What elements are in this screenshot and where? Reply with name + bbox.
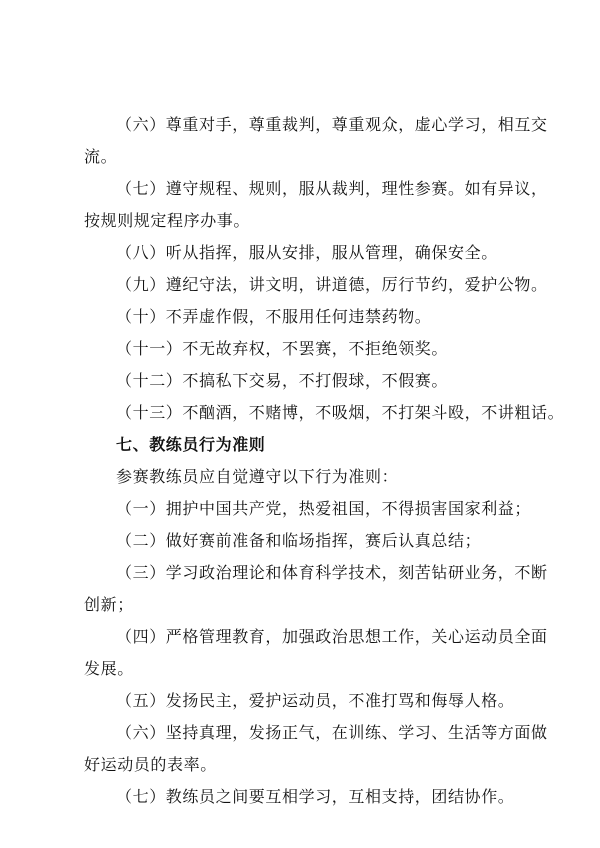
coach-item-4-line1: （四）严格管理教育，加强政治思想工作，关心运动员全面 [116, 627, 548, 646]
athlete-item-8: （八）听从指挥，服从安排，服从管理，确保安全。 [116, 243, 498, 262]
section-heading: 七、教练员行为准则 [116, 435, 266, 454]
athlete-item-12: （十二）不搞私下交易，不打假球，不假赛。 [116, 371, 449, 390]
coach-item-3-line2: 创新； [84, 595, 134, 614]
athlete-item-6-line2: 流。 [84, 147, 118, 166]
coach-item-6-line2: 好运动员的表率。 [84, 755, 217, 774]
coach-item-4-line2: 发展。 [84, 659, 134, 678]
athlete-item-11: （十一）不无故弃权，不罢赛，不拒绝领奖。 [116, 339, 449, 358]
athlete-item-7-line2: 按规则规定程序办事。 [84, 211, 251, 230]
coach-item-1: （一）拥护中国共产党，热爱祖国，不得损害国家利益； [116, 499, 532, 518]
athlete-item-9: （九）遵纪守法，讲文明，讲道德，厉行节约，爱护公物。 [116, 275, 548, 294]
coach-item-7: （七）教练员之间要互相学习，互相支持，团结协作。 [116, 787, 515, 806]
athlete-item-7-line1: （七）遵守规程、规则，服从裁判，理性参赛。如有异议， [116, 179, 548, 198]
coach-item-5: （五）发扬民主，爱护运动员，不准打骂和侮辱人格。 [116, 691, 515, 710]
coach-item-3-line1: （三）学习政治理论和体育科学技术，刻苦钻研业务，不断 [116, 563, 548, 582]
coach-intro: 参赛教练员应自觉遵守以下行为准则： [116, 467, 399, 486]
athlete-item-6-line1: （六）尊重对手，尊重裁判，尊重观众，虚心学习，相互交 [116, 115, 548, 134]
athlete-item-10: （十）不弄虚作假，不服用任何违禁药物。 [116, 307, 432, 326]
coach-item-6-line1: （六）坚持真理，发扬正气，在训练、学习、生活等方面做 [116, 723, 548, 742]
athlete-item-13: （十三）不酗酒，不赌博，不吸烟，不打架斗殴，不讲粗话。 [116, 403, 565, 422]
coach-item-2: （二）做好赛前准备和临场指挥，赛后认真总结； [116, 531, 482, 550]
